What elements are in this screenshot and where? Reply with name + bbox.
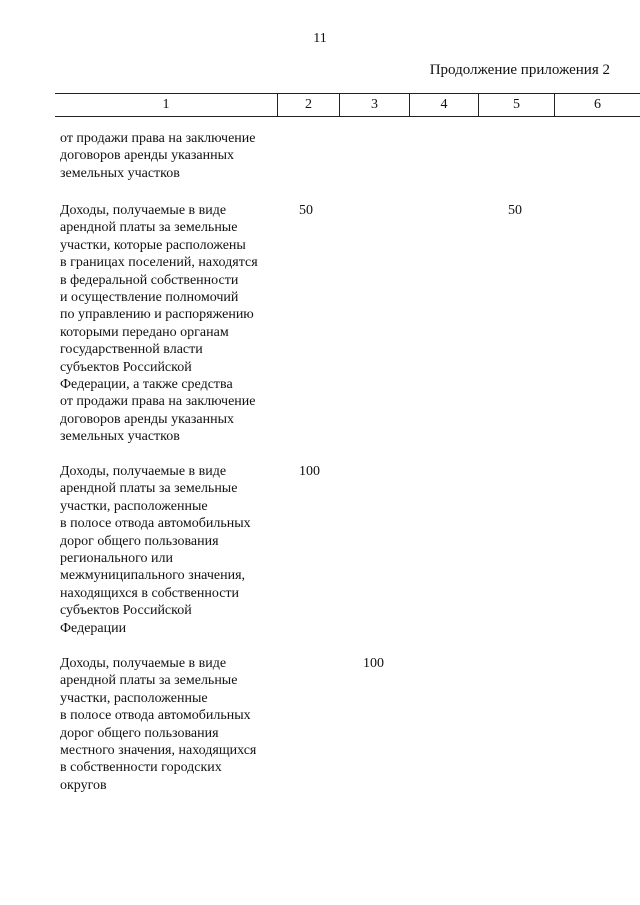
row-description: Доходы, получаемые в виде арендной платы за земельные участки, расположенные в полосе отвода автомобильных дорог общего пользования регионального или межмуниципального значения, находящихся в собственности субъектов Российской Федерации bbox=[60, 464, 251, 636]
table-row bbox=[60, 202, 640, 446]
table-header bbox=[55, 93, 640, 117]
header-col-6: 6 bbox=[594, 97, 601, 112]
row-description: Доходы, получаемые в виде арендной платы за земельные участки, расположенные в полосе отвода автомобильных дорог общего пользования местного значения, находящихся в собственности городских округов bbox=[60, 656, 257, 793]
row-description: Доходы, получаемые в виде арендной платы за земельные участки, которые расположены в границах поселений, находятся в федеральной собственности и осуществление полномочий по управлению и распоряжению которыми передано органам государственной власти субъектов Российской Федерации, а также средства от продажи права на заключение договоров аренды указанных земельных участков bbox=[60, 203, 258, 445]
header-col-5: 5 bbox=[479, 94, 555, 116]
header-col-3: 3 bbox=[340, 94, 410, 116]
header-col-2: 2 bbox=[278, 94, 340, 116]
header-col-1: 1 bbox=[55, 94, 278, 116]
row-value-col5: 50 bbox=[508, 203, 522, 218]
row-description: от продажи права на заключение договоров аренды указанных земельных участков bbox=[60, 131, 256, 181]
page-number: 11 bbox=[313, 31, 327, 46]
table-row bbox=[60, 655, 640, 794]
header-col-4: 4 bbox=[410, 94, 479, 116]
table-row bbox=[60, 130, 640, 182]
row-value-col2: 50 bbox=[299, 203, 313, 218]
table-row bbox=[60, 463, 640, 637]
continuation-title: Продолжение приложения 2 bbox=[429, 62, 610, 78]
row-value-col2: 100 bbox=[299, 464, 320, 479]
row-value-col3: 100 bbox=[363, 656, 384, 671]
